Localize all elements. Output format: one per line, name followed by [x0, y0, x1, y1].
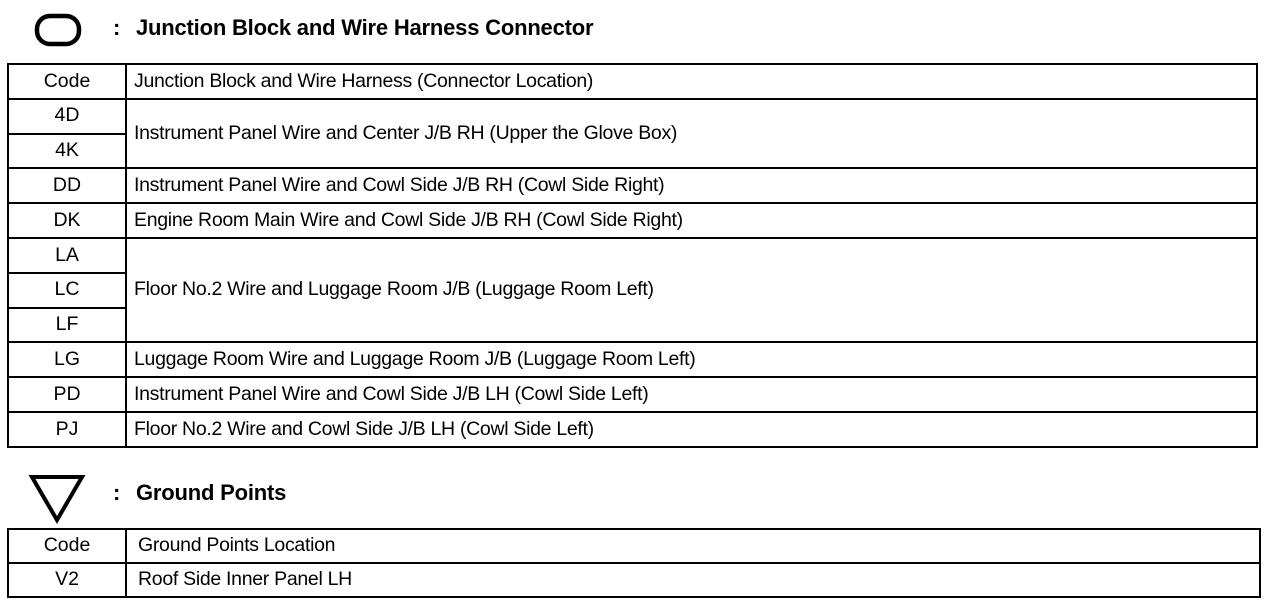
- table-row: [8, 168, 1257, 203]
- code-cell: 4K: [8, 134, 126, 169]
- code-cell: V2: [8, 563, 126, 597]
- location-cell: Floor No.2 Wire and Cowl Side J/B LH (Cowl Side Left): [126, 412, 1257, 447]
- code-cell: LF: [8, 308, 126, 343]
- location-column-header: Junction Block and Wire Harness (Connector Location): [126, 64, 1257, 99]
- ground-points-table: [7, 528, 1261, 598]
- location-cell: Instrument Panel Wire and Cowl Side J/B LH (Cowl Side Left): [126, 377, 1257, 412]
- table-row: [8, 99, 1257, 134]
- code-column-header: Code: [8, 64, 126, 99]
- table-row: [8, 563, 1260, 597]
- code-cell: LC: [8, 273, 126, 308]
- ground-section-header: [0, 470, 1280, 510]
- location-cell: Floor No.2 Wire and Luggage Room J/B (Luggage Room Left): [126, 238, 1257, 342]
- table-row: [8, 238, 1257, 273]
- code-cell: LA: [8, 238, 126, 273]
- table-row: [8, 203, 1257, 238]
- junction-section-title: Junction Block and Wire Harness Connector: [136, 15, 594, 40]
- rounded-rectangle-icon: [34, 11, 82, 49]
- table-header-row: [8, 529, 1260, 563]
- table-row: [8, 377, 1257, 412]
- location-cell: Engine Room Main Wire and Cowl Side J/B RH (Cowl Side Right): [126, 203, 1257, 238]
- code-cell: 4D: [8, 99, 126, 134]
- junction-section-header: [0, 6, 1280, 46]
- code-cell: DD: [8, 168, 126, 203]
- ground-section-colon: :: [113, 480, 121, 505]
- table-row: [8, 342, 1257, 377]
- code-cell: PJ: [8, 412, 126, 447]
- location-cell: Instrument Panel Wire and Center J/B RH (Upper the Glove Box): [126, 99, 1257, 169]
- code-cell: DK: [8, 203, 126, 238]
- location-cell: Roof Side Inner Panel LH: [126, 563, 1260, 597]
- code-cell: LG: [8, 342, 126, 377]
- table-row: [8, 412, 1257, 447]
- junction-block-table: [7, 63, 1258, 448]
- location-cell: Instrument Panel Wire and Cowl Side J/B RH (Cowl Side Right): [126, 168, 1257, 203]
- location-cell: Luggage Room Wire and Luggage Room J/B (Luggage Room Left): [126, 342, 1257, 377]
- location-column-header: Ground Points Location: [126, 529, 1260, 563]
- code-cell: PD: [8, 377, 126, 412]
- junction-section-colon: :: [113, 15, 121, 40]
- code-column-header: Code: [8, 529, 126, 563]
- down-triangle-icon: [28, 472, 86, 524]
- table-header-row: [8, 64, 1257, 99]
- ground-section-title: Ground Points: [136, 480, 287, 505]
